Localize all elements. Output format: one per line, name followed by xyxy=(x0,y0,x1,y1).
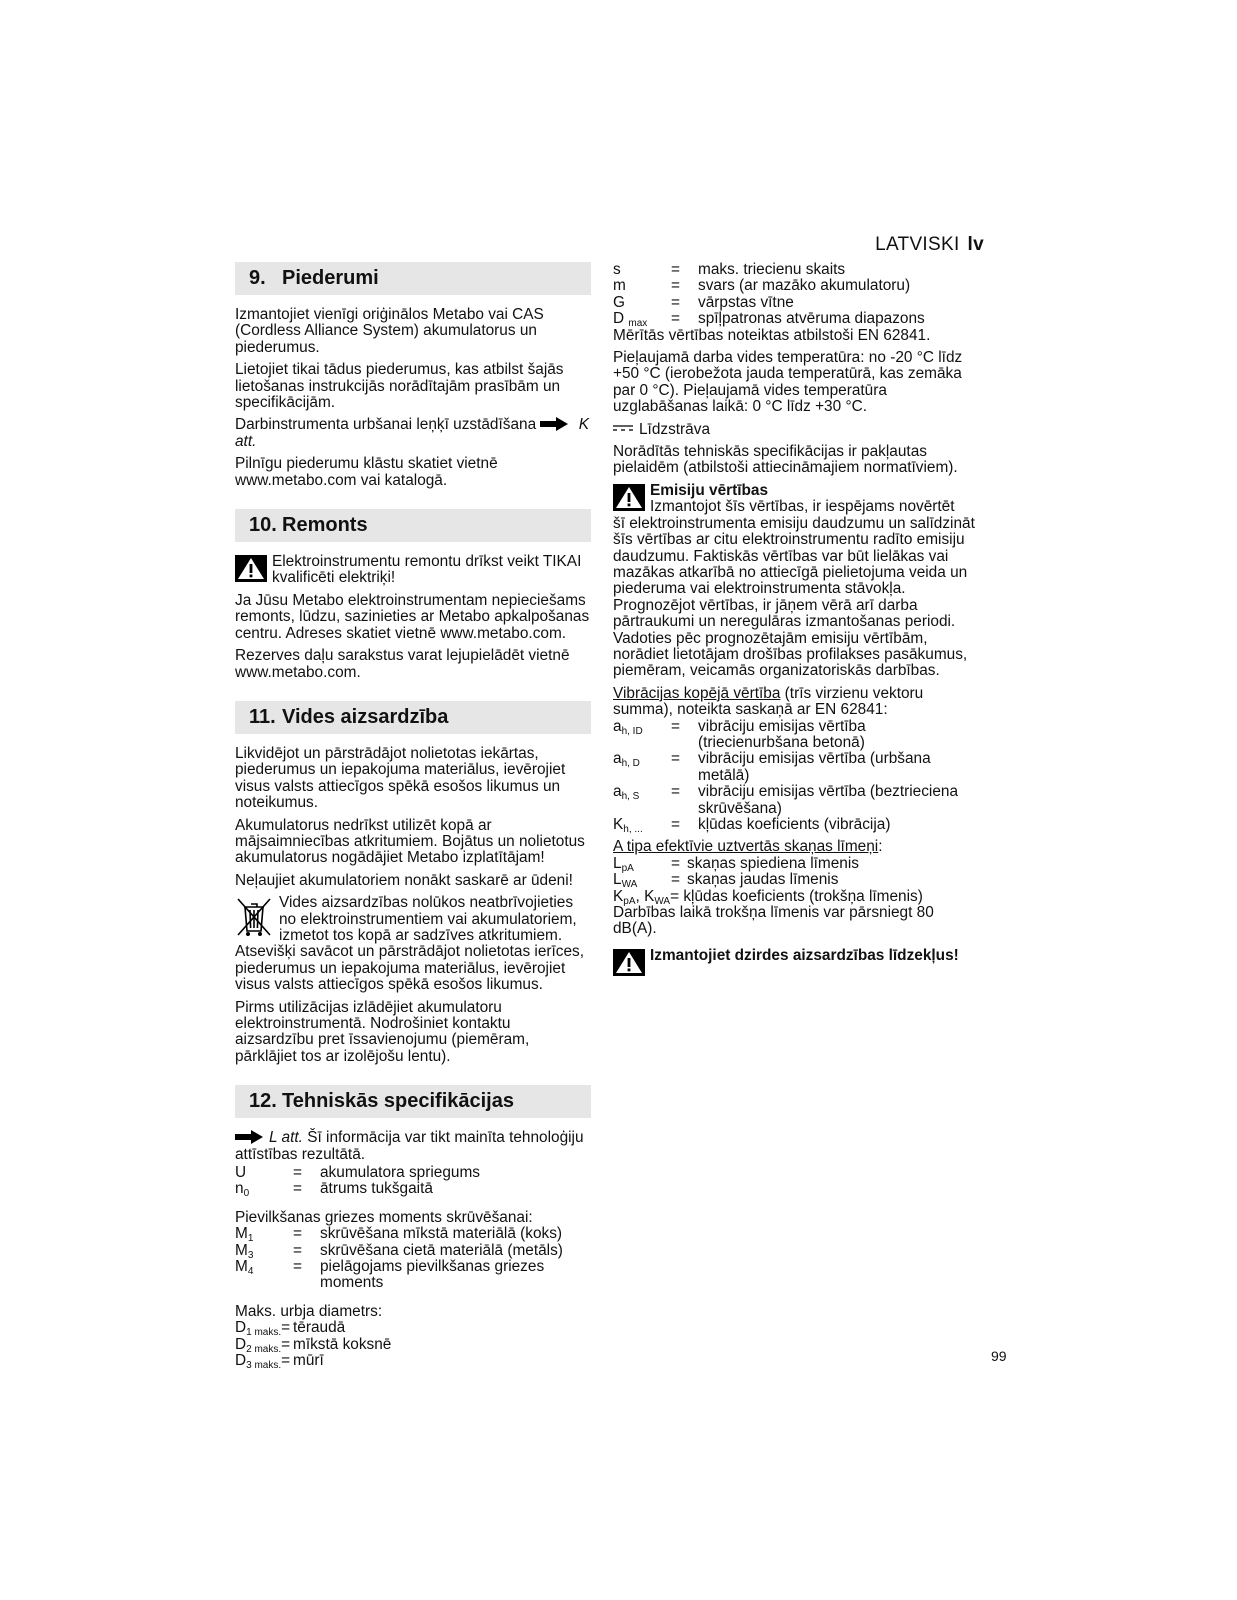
spec-symbol: $L_{pA}$ xyxy=(613,854,634,874)
section-title: Tehniskās specifikācijas xyxy=(282,1090,514,1113)
spec-row-kpa: $K_{pA}$, $K_{WA}=$ kļūdas koeficients (trokšņa līmenis) xyxy=(613,887,923,907)
section-title: Remonts xyxy=(282,514,368,537)
spec-symbol: $M_1$ xyxy=(235,1225,254,1245)
spec-symbol: m xyxy=(613,277,626,295)
spec-symbol: G xyxy=(613,293,625,311)
spec-row-m4 xyxy=(235,1259,591,1292)
paragraph: Mērītās vērtības noteiktas atbilstoši EN 62841. xyxy=(613,326,931,344)
page-number: 99 xyxy=(991,1348,1007,1364)
vibration-title: Vibrācijas kopējā vērtība (trīs virzienu vektoru summa), noteikta saskaņā ar EN 62841: xyxy=(613,684,924,719)
spec-desc: vārpstas vītne xyxy=(698,293,794,311)
spec-desc: tēraudā xyxy=(293,1319,346,1337)
emission-title: Emisiju vērtības xyxy=(650,481,769,499)
spec-row-dmax xyxy=(613,310,980,330)
spec-symbol: $D_{3 maks.}=$ xyxy=(235,1352,291,1372)
torque-title: Pievilkšanas griezes moments skrūvēšanai: xyxy=(235,1208,533,1226)
equals: = xyxy=(671,854,680,872)
equals: = xyxy=(671,783,680,801)
paragraph: Pieļaujamā darba vides temperatūra: no -20 °C līdz +50 °C (ierobežota jauda temperatūrā, kas zemāka par 0 °C). Pieļaujamā vides temperatūra uzglabāšanas laikā: 0 °C līdz +30 °C. xyxy=(613,349,963,416)
disposal-text: Vides aizsardzības nolūkos neatbrīvojieties no elektroinstrumentiem vai akumulatoriem, izmetot tos kopā ar sadzīves atkritumiem. xyxy=(279,894,577,944)
spec-row-n0 xyxy=(235,1180,591,1200)
spec-symbol: $M_3$ xyxy=(235,1241,254,1261)
spec-desc: vibrāciju emisijas vērtība (beztrieciena skrūvēšana) xyxy=(698,783,959,817)
section-number: 9. xyxy=(249,267,266,289)
spec-symbol: $K_{h, ...}$ xyxy=(613,816,643,835)
section-heading-10 xyxy=(235,509,591,542)
warning-triangle-icon xyxy=(613,484,645,511)
page-header xyxy=(875,234,984,256)
language-code: lv xyxy=(967,234,984,255)
text: Šī informācija var tikt mainīta tehnoloģiju attīstības rezultātā. xyxy=(235,1129,584,1163)
equals: = xyxy=(293,1180,302,1198)
paragraph: Atsevišķi savācot un pārstrādājot nolietotas ierīces, piederumus un iepakojuma materiālus, ievērojiet visus valsts attiecīgos spēkā esošos likumus. xyxy=(235,943,585,994)
spec-desc: mīkstā koksnē xyxy=(293,1335,392,1353)
equals: = xyxy=(671,293,680,311)
spec-row-kh xyxy=(613,817,980,833)
spec-desc: skrūvēšana cietā materiālā (metāls) xyxy=(320,1241,563,1259)
spec-symbol: D $_{max}$ xyxy=(613,310,648,330)
paragraph: Akumulatorus nedrīkst utilizēt kopā ar mājsaimniecības atkritumiem. Bojātus un nolietotus akumulatorus nogādājiet Metabo izplatītājam! xyxy=(235,816,585,867)
direct-current-icon xyxy=(613,424,633,432)
figure-ref: L att. xyxy=(269,1129,303,1147)
spec-row-m1 xyxy=(235,1225,591,1245)
arrow-right-icon xyxy=(235,1130,263,1144)
ear-warning-text: Izmantojiet dzirdes aizsardzības līdzekļus! xyxy=(650,946,959,964)
spec-symbol: $D_{2 maks.}=$ xyxy=(235,1335,291,1355)
warning-triangle-icon xyxy=(235,555,267,582)
warning-triangle-icon xyxy=(613,949,645,976)
paragraph-intro xyxy=(235,1130,591,1163)
section-number: 12. xyxy=(249,1090,277,1113)
spec-symbol: s xyxy=(613,261,621,278)
spec-desc: spīļpatronas atvēruma diapazons xyxy=(698,310,925,328)
equals: = xyxy=(671,277,680,295)
spec-desc: mūrī xyxy=(293,1352,324,1370)
spec-row-lpa xyxy=(613,856,980,872)
section-heading-12 xyxy=(235,1085,591,1118)
spec-symbol: $D_{1 maks.}=$ xyxy=(235,1319,291,1339)
figure-suffix: att. xyxy=(235,432,257,450)
drill-title: Maks. urbja diametrs: xyxy=(235,1302,383,1320)
equals: = xyxy=(671,261,680,278)
equals: = xyxy=(293,1241,302,1259)
spec-desc: ātrums tukšgaitā xyxy=(320,1180,433,1198)
section-heading-9 xyxy=(235,262,591,295)
spec-symbol: U xyxy=(235,1164,247,1182)
spec-symbol: $L_{WA}$ xyxy=(613,871,638,891)
spec-desc: maks. triecienu skaits xyxy=(698,261,846,278)
spec-desc: akumulatora spriegums xyxy=(320,1164,480,1182)
figure-letter: K xyxy=(578,416,589,434)
equals: = xyxy=(671,750,680,768)
spec-row-lwa xyxy=(613,871,980,891)
section-heading-11 xyxy=(235,701,591,734)
spec-symbol: $a_{h, ID}$ xyxy=(613,717,643,737)
section-number: 10. xyxy=(249,514,277,537)
spec-desc: vibrāciju emisijas vērtība (triecienurbšana betonā) xyxy=(698,717,866,751)
paragraph: Pilnīgu piederumu klāstu skatiet vietnē www.metabo.com vai katalogā. xyxy=(235,455,498,489)
emission-warning xyxy=(613,483,980,516)
paragraph: Neļaujiet akumulatoriem nonākt saskarē ar ūdeni! xyxy=(235,871,573,889)
paragraph: šī elektroinstrumenta emisiju daudzumu un salīdzināt šīs vērtības ar citu elektroinstrumentu radīto emisiju daudzumu. Faktiskās vērtības var būt lielākas vai mazākas atkarībā no attiecīgā pielietojuma veida un piederuma vai elektroinstrumenta stāvokļa. Prognozējot vērtības, ir jāņem vērā arī darba pārtraukumi un neregulāras izmantošanas periodi. Vadoties pēc prognozētajām emisiju vērtībām, norādiet lietotājam drošības profilakses pasākumus, piemēram, veicamās organizatoriskās darbības. xyxy=(613,514,975,680)
dc-line xyxy=(613,422,980,438)
paragraph-figure-ref xyxy=(235,417,591,450)
section-title: Vides aizsardzība xyxy=(282,705,449,728)
warning-text: Elektroinstrumentu remontu drīkst veikt TIKAI kvalificēti elektriķi! xyxy=(272,553,582,587)
spec-row-g xyxy=(613,295,980,311)
spec-symbol: $n_0$ xyxy=(235,1180,250,1200)
right-column xyxy=(613,262,980,976)
emission-text: Izmantojot šīs vērtības, ir iespējams novērtēt xyxy=(650,498,955,516)
equals: = xyxy=(671,717,680,735)
text: Darbinstrumenta urbšanai leņķī uzstādīšana xyxy=(235,416,537,434)
spec-desc: svars (ar mazāko akumulatoru) xyxy=(698,277,911,295)
noise-title: A tipa efektīvie uztvertās skaņas līmeņi: xyxy=(613,838,883,856)
equals: = xyxy=(293,1258,302,1276)
spec-row-ahs xyxy=(613,784,980,817)
spec-row-ahd xyxy=(613,751,980,784)
paragraph: Lietojiet tikai tādus piederumus, kas atbilst šajās lietošanas instrukcijās norādītajām prasībām un specifikācijām. xyxy=(235,361,564,412)
paragraph: Rezerves daļu sarakstus varat lejupielādēt vietnē www.metabo.com. xyxy=(235,647,570,681)
spec-row-m xyxy=(613,278,980,294)
spec-row-m3 xyxy=(235,1243,591,1259)
paragraph: Norādītās tehniskās specifikācijas ir pakļautas pielaidēm (atbilstoši attiecināmajiem normatīviem). xyxy=(613,443,958,477)
spec-desc: skaņas spiediena līmenis xyxy=(687,854,859,872)
spec-desc: vibrāciju emisijas vērtība (urbšana metālā) xyxy=(698,750,931,784)
spec-row-u xyxy=(235,1165,591,1181)
arrow-right-icon xyxy=(540,417,568,431)
spec-symbol: $M_4$ xyxy=(235,1258,254,1278)
spec-desc: skrūvēšana mīkstā materiālā (koks) xyxy=(320,1225,563,1243)
section-number: 11. xyxy=(249,705,276,728)
equals: = xyxy=(293,1164,302,1182)
left-column xyxy=(235,262,591,1370)
paragraph: Likvidējot un pārstrādājot nolietotas iekārtas, piederumus un iepakojuma materiālus, ievērojiet visus valsts attiecīgos spēkā esošos likumus un noteikumus. xyxy=(235,744,566,812)
equals: = xyxy=(671,816,680,833)
crossed-bin-icon xyxy=(235,895,273,939)
paragraph: Ja Jūsu Metabo elektroinstrumentam nepieciešams remonts, lūdzu, sazinieties ar Metabo apkalpošanas centru. Adreses skatiet vietnē www.metabo.com. xyxy=(235,591,590,642)
paragraph: Darbības laikā trokšņa līmenis var pārsniegt 80 dB(A). xyxy=(613,904,934,938)
dc-label: Līdzstrāva xyxy=(639,420,711,438)
spec-desc: pielāgojams pievilkšanas griezes moments xyxy=(320,1258,545,1292)
spec-desc: kļūdas koeficients (vibrācija) xyxy=(698,816,891,833)
spec-row-s xyxy=(613,262,980,278)
spec-row-d3 xyxy=(235,1352,591,1372)
equals: = xyxy=(671,310,680,328)
language-label: LATVISKI xyxy=(875,234,960,255)
spec-row-ahid xyxy=(613,719,980,752)
section-title: Piederumi xyxy=(282,267,379,289)
paragraph: Pirms utilizācijas izlādējiet akumulatoru elektroinstrumentā. Nodrošiniet kontaktu aizsardzību pret īssavienojumu (piemēram, pārklājiet tos ar izolējošu lentu). xyxy=(235,998,530,1065)
ear-protection-warning xyxy=(613,948,980,976)
spec-desc: skaņas jaudas līmenis xyxy=(687,871,839,889)
spec-symbol: $a_{h, S}$ xyxy=(613,783,640,803)
spec-row-d2 xyxy=(235,1337,591,1353)
equals: = xyxy=(293,1225,302,1243)
equals: = xyxy=(671,871,680,889)
warning-block xyxy=(235,554,591,587)
spec-symbol: $a_{h, D}$ xyxy=(613,750,640,770)
disposal-block xyxy=(235,895,591,944)
spec-row-d1 xyxy=(235,1319,591,1339)
paragraph: Izmantojiet vienīgi oriģinālos Metabo vai CAS (Cordless Alliance System) akumulatorus un piederumus. xyxy=(235,306,544,356)
